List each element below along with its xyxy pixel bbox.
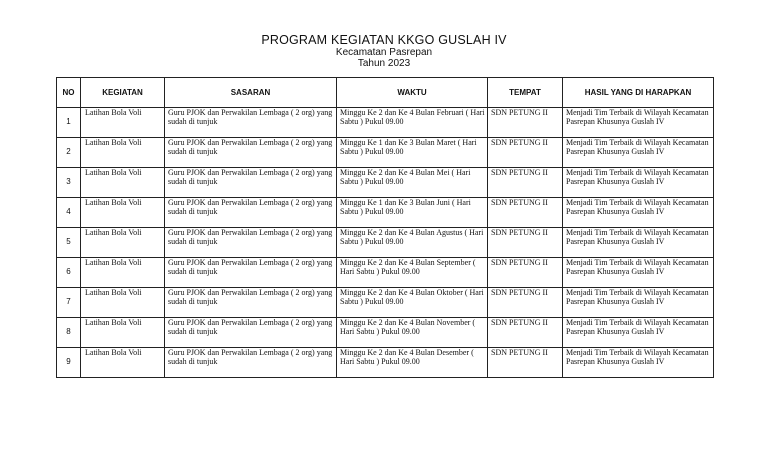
cell-hasil: Menjadi Tim Terbaik di Wilayah Kecamatan Pasrepan Khusunya Guslah IV: [563, 108, 714, 138]
cell-sasaran: Guru PJOK dan Perwakilan Lembaga ( 2 org) yang sudah di tunjuk: [165, 198, 337, 228]
col-header-hasil: HASIL YANG DI HARAPKAN: [563, 78, 714, 108]
cell-no: 6: [57, 258, 81, 288]
cell-no: 5: [57, 228, 81, 258]
cell-no: 9: [57, 348, 81, 378]
col-header-no: NO: [57, 78, 81, 108]
cell-tempat: SDN PETUNG II: [488, 108, 563, 138]
table-row: [57, 348, 714, 378]
document-subtitle: Kecamatan Pasrepan: [335, 47, 433, 58]
cell-waktu: Minggu Ke 2 dan Ke 4 Bulan Agustus ( Hari Sabtu ) Pukul 09.00: [337, 228, 488, 258]
cell-waktu: Minggu Ke 2 dan Ke 4 Bulan Mei ( Hari Sabtu ) Pukul 09.00: [337, 168, 488, 198]
cell-hasil: Menjadi Tim Terbaik di Wilayah Kecamatan Pasrepan Khusunya Guslah IV: [563, 288, 714, 318]
cell-waktu: Minggu Ke 2 dan Ke 4 Bulan Desember ( Hari Sabtu ) Pukul 09.00: [337, 348, 488, 378]
table-row: [57, 138, 714, 168]
cell-waktu: Minggu Ke 2 dan Ke 4 Bulan November ( Hari Sabtu ) Pukul 09.00: [337, 318, 488, 348]
cell-tempat: SDN PETUNG II: [488, 138, 563, 168]
cell-kegiatan: Latihan Bola Voli: [81, 348, 165, 378]
cell-kegiatan: Latihan Bola Voli: [81, 168, 165, 198]
col-header-sasaran: SASARAN: [165, 78, 337, 108]
cell-sasaran: Guru PJOK dan Perwakilan Lembaga ( 2 org) yang sudah di tunjuk: [165, 318, 337, 348]
cell-hasil: Menjadi Tim Terbaik di Wilayah Kecamatan Pasrepan Khusunya Guslah IV: [563, 138, 714, 168]
cell-hasil: Menjadi Tim Terbaik di Wilayah Kecamatan Pasrepan Khusunya Guslah IV: [563, 258, 714, 288]
cell-hasil: Menjadi Tim Terbaik di Wilayah Kecamatan Pasrepan Khusunya Guslah IV: [563, 348, 714, 378]
cell-no: 3: [57, 168, 81, 198]
table-row: [57, 258, 714, 288]
cell-waktu: Minggu Ke 2 dan Ke 4 Bulan Oktober ( Hari Sabtu ) Pukul 09.00: [337, 288, 488, 318]
cell-tempat: SDN PETUNG II: [488, 258, 563, 288]
cell-waktu: Minggu Ke 1 dan Ke 3 Bulan Maret ( Hari Sabtu ) Pukul 09.00: [337, 138, 488, 168]
cell-kegiatan: Latihan Bola Voli: [81, 108, 165, 138]
cell-hasil: Menjadi Tim Terbaik di Wilayah Kecamatan Pasrepan Khusunya Guslah IV: [563, 198, 714, 228]
cell-no: 2: [57, 138, 81, 168]
cell-kegiatan: Latihan Bola Voli: [81, 318, 165, 348]
col-header-kegiatan: KEGIATAN: [81, 78, 165, 108]
cell-no: 4: [57, 198, 81, 228]
cell-sasaran: Guru PJOK dan Perwakilan Lembaga ( 2 org) yang sudah di tunjuk: [165, 288, 337, 318]
cell-sasaran: Guru PJOK dan Perwakilan Lembaga ( 2 org) yang sudah di tunjuk: [165, 348, 337, 378]
table-header-row: [57, 78, 714, 108]
cell-kegiatan: Latihan Bola Voli: [81, 228, 165, 258]
cell-tempat: SDN PETUNG II: [488, 168, 563, 198]
cell-tempat: SDN PETUNG II: [488, 318, 563, 348]
table-row: [57, 228, 714, 258]
cell-sasaran: Guru PJOK dan Perwakilan Lembaga ( 2 org) yang sudah di tunjuk: [165, 228, 337, 258]
cell-kegiatan: Latihan Bola Voli: [81, 198, 165, 228]
cell-no: 8: [57, 318, 81, 348]
table-row: [57, 198, 714, 228]
document-year: Tahun 2023: [357, 58, 411, 69]
program-table: [56, 77, 714, 378]
cell-sasaran: Guru PJOK dan Perwakilan Lembaga ( 2 org) yang sudah di tunjuk: [165, 168, 337, 198]
document-title: PROGRAM KEGIATAN KKGO GUSLAH IV: [261, 33, 507, 47]
table-row: [57, 108, 714, 138]
cell-hasil: Menjadi Tim Terbaik di Wilayah Kecamatan Pasrepan Khusunya Guslah IV: [563, 318, 714, 348]
cell-tempat: SDN PETUNG II: [488, 288, 563, 318]
cell-tempat: SDN PETUNG II: [488, 348, 563, 378]
cell-tempat: SDN PETUNG II: [488, 198, 563, 228]
cell-sasaran: Guru PJOK dan Perwakilan Lembaga ( 2 org) yang sudah di tunjuk: [165, 108, 337, 138]
cell-kegiatan: Latihan Bola Voli: [81, 138, 165, 168]
cell-waktu: Minggu Ke 2 dan Ke 4 Bulan September ( Hari Sabtu ) Pukul 09.00: [337, 258, 488, 288]
cell-waktu: Minggu Ke 2 dan Ke 4 Bulan Februari ( Hari Sabtu ) Pukul 09.00: [337, 108, 488, 138]
cell-kegiatan: Latihan Bola Voli: [81, 258, 165, 288]
col-header-tempat: TEMPAT: [488, 78, 563, 108]
table-row: [57, 288, 714, 318]
table-row: [57, 318, 714, 348]
cell-hasil: Menjadi Tim Terbaik di Wilayah Kecamatan Pasrepan Khusunya Guslah IV: [563, 168, 714, 198]
col-header-waktu: WAKTU: [337, 78, 488, 108]
cell-sasaran: Guru PJOK dan Perwakilan Lembaga ( 2 org) yang sudah di tunjuk: [165, 258, 337, 288]
cell-no: 1: [57, 108, 81, 138]
cell-waktu: Minggu Ke 1 dan Ke 3 Bulan Juni ( Hari Sabtu ) Pukul 09.00: [337, 198, 488, 228]
table-row: [57, 168, 714, 198]
cell-kegiatan: Latihan Bola Voli: [81, 288, 165, 318]
cell-no: 7: [57, 288, 81, 318]
cell-sasaran: Guru PJOK dan Perwakilan Lembaga ( 2 org) yang sudah di tunjuk: [165, 138, 337, 168]
cell-tempat: SDN PETUNG II: [488, 228, 563, 258]
cell-hasil: Menjadi Tim Terbaik di Wilayah Kecamatan Pasrepan Khusunya Guslah IV: [563, 228, 714, 258]
